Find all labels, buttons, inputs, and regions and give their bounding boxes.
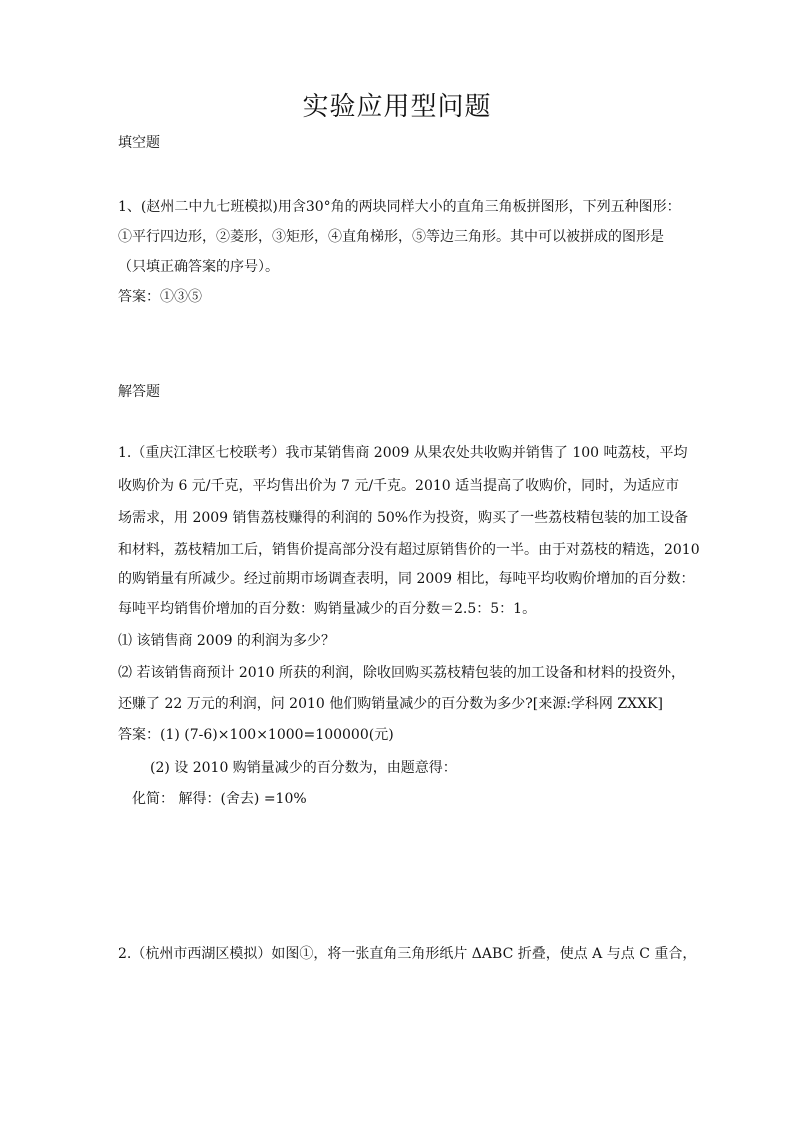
solve-q1-line-3: 场需求，用 2009 销售荔枝赚得的利润的 50%作为投资，购买了一些荔枝精包装的加工设备 xyxy=(118,510,689,526)
fill-q1-line-1: 1、(赵州二中九七班模拟)用含30°角的两块同样大小的直角三角板拼图形，下列五种图形： xyxy=(118,199,681,215)
solve-q1-answer-2: (2) 设 2010 购销量减少的百分数为，由题意得： xyxy=(150,760,457,776)
solve-section-heading: 解答题 xyxy=(118,384,160,400)
solve-q1-line-1: 1.（重庆江津区七校联考）我市某销售商 2009 从果农处共收购并销售了 100 吨荔枝，平均 xyxy=(118,445,688,461)
solve-q1-line-2: 收购价为 6 元/千克，平均售出价为 7 元/千克。2010 适当提高了收购价，同时，为适应市 xyxy=(118,478,680,494)
fill-section-heading: 填空题 xyxy=(118,135,160,151)
solve-q1-line-6: 每吨平均销售价增加的百分数：购销量减少的百分数＝2.5：5：1。 xyxy=(118,601,537,617)
solve-q2-line-1: 2.（杭州市西湖区模拟）如图①，将一张直角三角形纸片 ΔABC 折叠，使点 A 与点 C 重合， xyxy=(118,946,697,962)
fill-q1-line-3: （只填正确答案的序号）。 xyxy=(118,259,279,275)
solve-q1-sub-question-2-line-2: 还赚了 22 万元的利润，问 2010 他们购销量减少的百分数为多少?[来源:学科网 ZXXK] xyxy=(118,696,663,712)
solve-q1-line-5: 的购销量有所减少。经过前期市场调查表明，同 2009 相比，每吨平均收购价增加的百分数： xyxy=(118,571,695,587)
solve-q1-line-4: 和材料，荔枝精加工后，销售价提高部分没有超过原销售价的一半。由于对荔枝的精选，2010 xyxy=(118,542,700,558)
page-title: 实验应用型问题 xyxy=(302,92,492,122)
solve-q1-sub-question-2-line-1: ⑵ 若该销售商预计 2010 所获的利润，除收回购买荔枝精包装的加工设备和材料的投资外， xyxy=(118,665,685,681)
solve-q1-answer-3: 化简： 解得：(舍去) =10% xyxy=(132,791,307,807)
fill-q1-answer: 答案：①③⑤ xyxy=(118,289,202,305)
solve-q1-answer-1: 答案：(1) (7-6)×100×1000=100000(元) xyxy=(118,727,394,743)
fill-q1-line-2: ①平行四边形，②菱形，③矩形，④直角梯形，⑤等边三角形。其中可以被拼成的图形是 xyxy=(118,229,664,245)
solve-q1-sub-question-1: ⑴ 该销售商 2009 的利润为多少？ xyxy=(118,633,335,649)
